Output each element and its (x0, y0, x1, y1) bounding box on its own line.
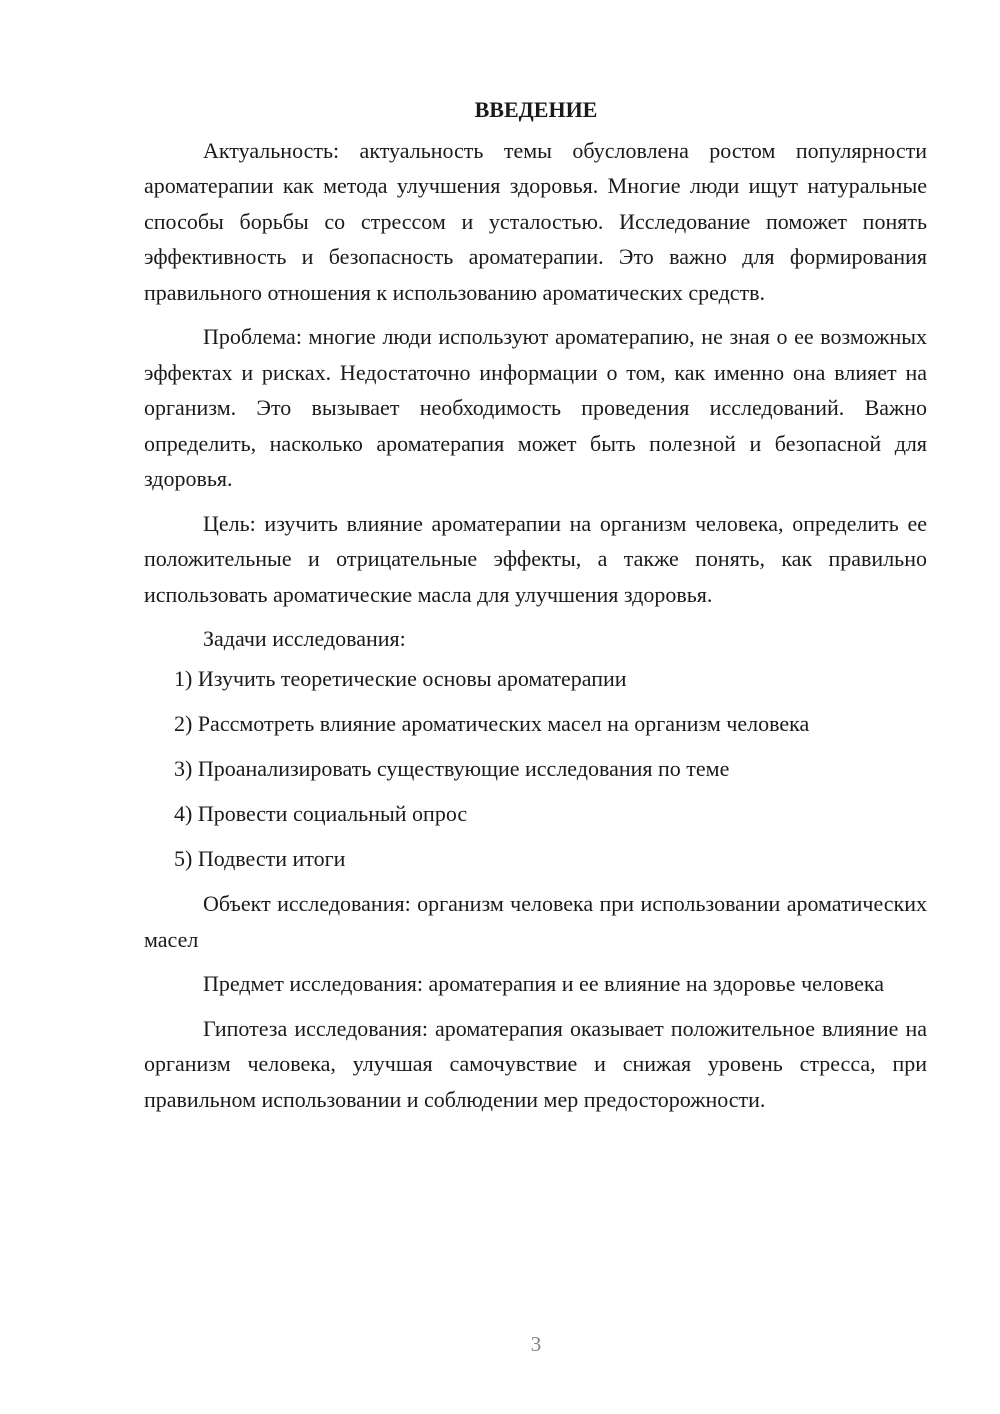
page-number: 3 (530, 1332, 542, 1356)
paragraph-hypothesis: Гипотеза исследования: ароматерапия оказывает положительное влияние на организм человека, улучшая самочувствие и снижая уровень стресса, при правильном использовании и соблюдении мер предосторожности. (144, 1015, 927, 1112)
list-item: 3) Проанализировать существующие исследования по теме (174, 755, 730, 781)
document-page (144, 92, 927, 1126)
paragraph-relevance: Актуальность: актуальность темы обусловлена ростом популярности ароматерапии как метода улучшения здоровья. Многие люди ищут натуральные способы борьбы со стрессом и усталостью. Исследование поможет понять эффективность и безопасность ароматерапии. Это важно для формирования правильного отношения к использованию ароматических средств. (144, 137, 927, 305)
list-item: 4) Провести социальный опрос (174, 801, 468, 827)
paragraph-problem: Проблема: многие люди используют ароматерапию, не зная о ее возможных эффектах и рисках. Недостаточно информации о том, как именно она влияет на организм. Это вызывает необходимость проведения исследований. Важно определить, насколько ароматерапия может быть полезной и безопасной для здоровья. (144, 324, 927, 491)
paragraph-object: Объект исследования: организм человека при использовании ароматических масел (144, 891, 927, 952)
list-item: 2) Рассмотреть влияние ароматических масел на организм человека (174, 710, 810, 736)
list-item: 5) Подвести итоги (174, 846, 346, 872)
paragraph-subject: Предмет исследования: ароматерапия и ее влияние на здоровье человека (203, 971, 885, 997)
section-heading: ВВЕДЕНИЕ (474, 97, 598, 122)
tasks-list (144, 661, 927, 877)
paragraph-tasks-title: Задачи исследования: (203, 626, 406, 651)
list-item: 1) Изучить теоретические основы ароматерапии (174, 665, 627, 691)
paragraph-goal: Цель: изучить влияние ароматерапии на организм человека, определить ее положительные и отрицательные эффекты, а также понять, как правильно использовать ароматические масла для улучшения здоровья. (144, 510, 927, 607)
